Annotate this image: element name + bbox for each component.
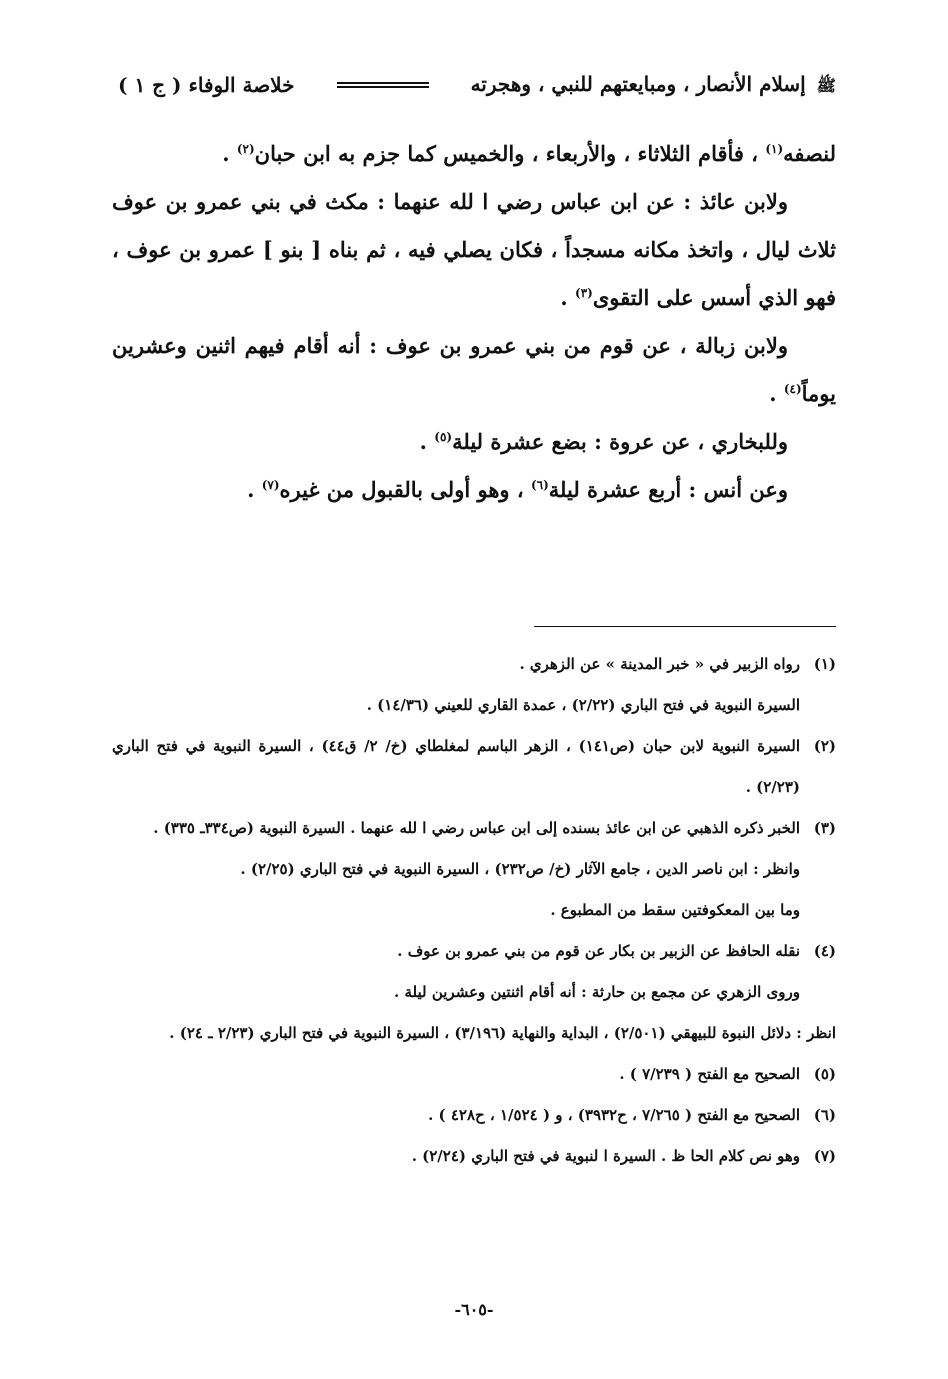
running-header	[118, 66, 836, 104]
paragraph-4: وللبخاري ، عن عروة : بضع عشرة ليلة$^{(٥)}$ .	[419, 429, 788, 454]
footnote-ref: (٣)	[575, 286, 593, 300]
header-book-title: خلاصة الوفاء ( ج ١ )	[118, 73, 295, 97]
footnote-3-continuation: وانظر : ابن ناصر الدين ، جامع الآثار (خ/ ص٢٣٢) ، السيرة النبوية في فتح الباري (٢/٢٥) .	[240, 860, 800, 878]
paragraph-3: ولابن زبالة ، عن قوم من بني عمرو بن عوف : أنه أقام فيهم اثنين وعشرين يوماً$^{(٤)}$ .	[112, 333, 836, 406]
footnote-ref: (١)	[765, 142, 784, 156]
footnote-3: (٣) الخبر ذكره الذهبي عن ابن عائذ بسنده إلى ابن عباس رضي ا لله عنهما . السيرة النبوية (ص٣٣٤ـ ٣٣٥) .	[153, 819, 836, 837]
salawat-seal-icon: ﷺ	[816, 75, 836, 95]
footnotes	[112, 644, 836, 1177]
footnote-4: (٤) نقله الحافظ عن الزبير بن بكار عن قوم من بني عمرو بن عوف .	[397, 942, 836, 960]
footnote-ref: (٦)	[530, 478, 549, 492]
footnote-4-continuation: وروى الزهري عن مجمع بن حارثة : أنه أقام اثنتين وعشرين ليلة .	[394, 983, 800, 1001]
footnote-ref: (٢)	[236, 142, 255, 156]
footnote-ref: (٤)	[783, 382, 802, 396]
footnote-ref: (٧)	[261, 478, 280, 492]
main-text	[112, 130, 836, 514]
header-separator	[337, 82, 429, 88]
footnote-2: (٢) السيرة النبوية لابن حبان (ص١٤١) ، الزهر الباسم لمغلطاي (خ/ ٢/ ق٤٤) ، السيرة النبوية في فتح الباري (٢/٢٣) .	[112, 737, 836, 796]
footnote-7: (٧) وهو نص كلام الحا ظ . السيرة ا لنبوية في فتح الباري (٢/٢٤) .	[411, 1147, 836, 1165]
paragraph-2: ولابن عائذ : عن ابن عباس رضي ا لله عنهما : مكث في بني عمرو بن عوف ثلاث ليال ، واتخذ مكانه مسجداً ، فكان يصلي فيه ، ثم بناه [ بنو ] عمرو بن عوف ، فهو الذي أسس على التقوى$^{(٣)}$ .	[112, 189, 836, 310]
header-chapter-title: ﷺ إسلام الأنصار ، ومبايعتهم للنبي ، وهجرته	[471, 72, 836, 99]
footnote-1: (١) رواه الزبير في « خبر المدينة » عن الزهري .	[519, 655, 836, 673]
footnote-4-continuation: انظر : دلائل النبوة للبيهقي (٢/٥٠١) ، البداية والنهاية (٣/١٩٦) ، السيرة النبوية في فتح الباري (٢/٢٣ ـ ٢٤) .	[169, 1024, 836, 1042]
footnote-ref: (٥)	[434, 430, 453, 444]
footnote-separator	[534, 626, 836, 627]
footnote-3-continuation: وما بين المعكوفتين سقط من المطبوع .	[550, 901, 800, 919]
paragraph-1: لنصفه$^{(١)}$ ، فأقام الثلاثاء ، والأربعاء ، والخميس كما جزم به ابن حبان$^{(٢)}$ .	[222, 141, 836, 166]
paragraph-5: وعن أنس : أربع عشرة ليلة$^{(٦)}$ ، وهو أولى بالقبول من غيره$^{(٧)}$ .	[247, 477, 788, 502]
footnote-1-continuation: السيرة النبوية في فتح الباري (٢/٢٢) ، عمدة القاري للعيني (١٤/٣٦) .	[366, 696, 800, 714]
footnote-6: (٦) الصحيح مع الفتح ( ٧/٢٦٥ ، ح٣٩٣٢) ، و ( ١/٥٢٤ ، ح٤٢٨ ) .	[428, 1106, 836, 1124]
footnote-5: (٥) الصحيح مع الفتح ( ٧/٢٣٩ ) .	[619, 1065, 836, 1083]
page-number: -٦٠٥-	[454, 1300, 494, 1319]
